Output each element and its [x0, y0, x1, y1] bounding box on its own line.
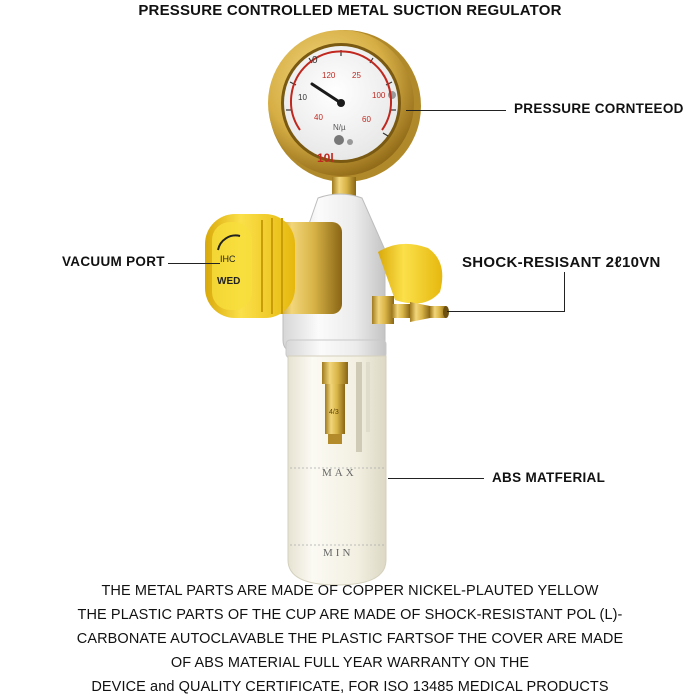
shock-resistant-callout: SHOCK-RESISANT 2ℓ10VN [462, 254, 661, 271]
product-title: PRESSURE CONTROLLED METAL SUCTION REGULATOR [138, 2, 562, 19]
shock-callout-line-v [564, 272, 565, 312]
cup-min-label: MIN [323, 547, 354, 559]
cup-collar [286, 340, 386, 358]
gauge-number-0: 0 [312, 55, 318, 66]
description-line-4: OF ABS MATERIAL FULL YEAR WARRANTY ON THE [170, 655, 530, 671]
vacuum-callout-line [168, 263, 220, 264]
description-line-1: THE METAL PARTS ARE MADE OF COPPER NICKEL-PLAUTED YELLOW [101, 583, 599, 599]
description-line-2: THE PLASTIC PARTS OF THE CUP ARE MADE OF SHOCK-RESISTANT POL (L)- [77, 607, 623, 623]
knob-label-2: WED [217, 276, 241, 287]
cup-max-label: MAX [322, 467, 357, 479]
gauge-number-3: 10 [298, 93, 307, 102]
knob-label-1: IHC [220, 254, 236, 264]
abs-material-callout: ABS MATFERIAL [492, 470, 606, 485]
valve-mark: 4/3 [329, 409, 339, 416]
regulator-knob[interactable] [205, 214, 295, 318]
description-line-3: CARBONATE AUTOCLAVABLE THE PLASTIC FARTSOF THE COVER ARE MADE [76, 631, 624, 647]
description-line-5: DEVICE and QUALITY CERTIFICATE, FOR ISO 13485 MEDICAL PRODUCTS [91, 679, 609, 695]
pressure-callout: PRESSURE CORNTEEOD [514, 101, 684, 116]
float-valve [322, 362, 348, 444]
gauge-number-1: 120 [322, 71, 336, 80]
gauge-number-7: 10l [317, 151, 334, 165]
shock-resistant-cap [378, 244, 442, 304]
pressure-callout-line [406, 110, 506, 111]
gauge-unit: N/µ [333, 123, 346, 132]
gauge-number-6: 60 [362, 115, 371, 124]
gauge-number-2: 25 [352, 71, 361, 80]
shock-callout-line-h [447, 311, 565, 312]
pressure-gauge [268, 30, 421, 182]
abs-callout-line [388, 478, 484, 479]
vacuum-port-callout: VACUUM PORT [62, 254, 165, 269]
gauge-number-5: 40 [314, 113, 323, 122]
gauge-number-4: 100 [372, 91, 386, 100]
